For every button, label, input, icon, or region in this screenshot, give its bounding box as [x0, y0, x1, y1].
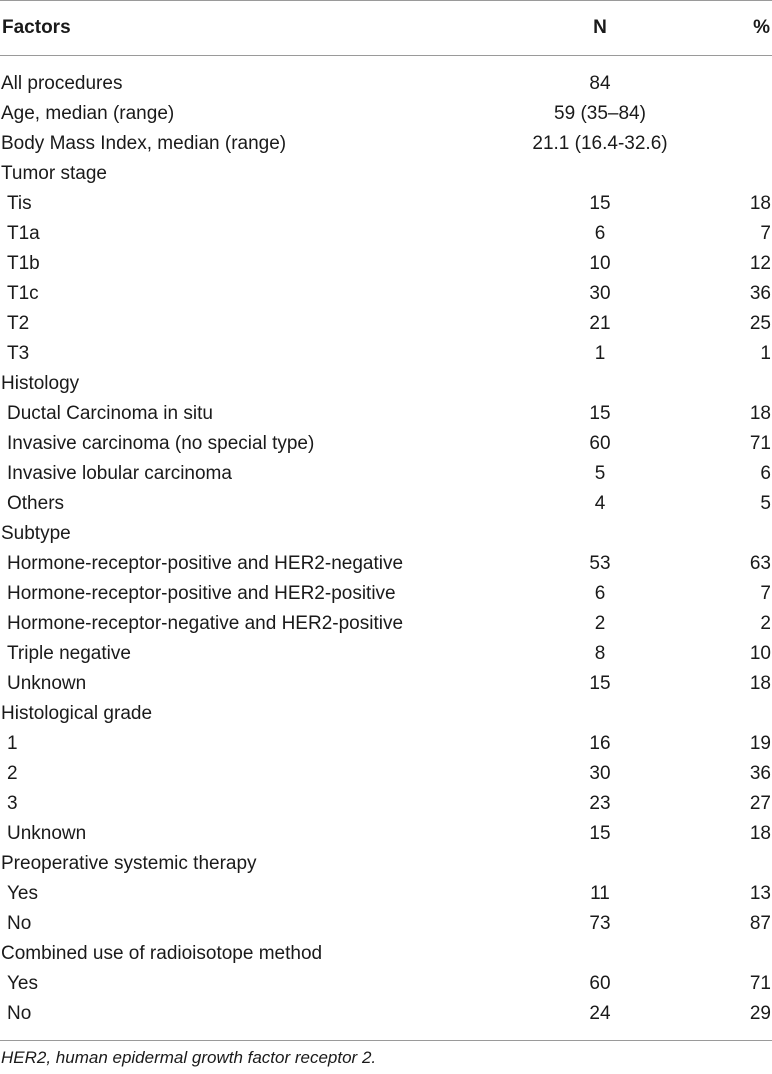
table-row: [0, 999, 772, 1029]
section-label: Preoperative systemic therapy: [1, 853, 257, 874]
table-header-rule: [0, 55, 772, 56]
summary-value: 21.1 (16.4-32.6): [532, 133, 668, 154]
factor-label: T1c: [7, 283, 39, 304]
percent-value: 13: [749, 883, 771, 904]
count-value: 11: [590, 883, 610, 904]
header-factors: Factors: [2, 17, 71, 38]
table-row: [0, 729, 772, 759]
factor-label: T1a: [7, 223, 40, 244]
summary-value: 84: [589, 73, 611, 94]
count-value: 23: [589, 793, 611, 814]
count-value: 15: [589, 673, 611, 694]
factor-label: Invasive lobular carcinoma: [7, 463, 232, 484]
section-header-row: [0, 519, 772, 549]
factor-label: T2: [7, 313, 30, 334]
percent-value: 36: [749, 283, 771, 304]
percent-value: 87: [749, 913, 771, 934]
section-header-row: [0, 159, 772, 189]
percent-value: 10: [749, 643, 771, 664]
factor-label: 3: [7, 793, 18, 814]
header-percent: %: [753, 17, 770, 38]
factor-label: Invasive carcinoma (no special type): [7, 433, 315, 454]
percent-value: 1: [760, 343, 771, 364]
table-body: [0, 69, 772, 1029]
percent-value: 18: [749, 403, 771, 424]
factor-label: 2: [7, 763, 18, 784]
table-row: [0, 99, 772, 129]
table-row: [0, 489, 772, 519]
table-row: [0, 669, 772, 699]
table-row: [0, 459, 772, 489]
table-row: [0, 249, 772, 279]
percent-value: 29: [749, 1003, 771, 1024]
count-value: 1: [594, 343, 606, 364]
count-value: 10: [589, 253, 611, 274]
count-value: 30: [589, 763, 611, 784]
table-row: [0, 279, 772, 309]
percent-value: 6: [760, 463, 771, 484]
factor-label: T1b: [7, 253, 40, 274]
factor-label: No: [7, 1003, 32, 1024]
count-value: 24: [589, 1003, 611, 1024]
table-row: [0, 189, 772, 219]
percent-value: 71: [749, 433, 771, 454]
section-header-row: [0, 939, 772, 969]
section-label: Histology: [1, 373, 80, 394]
table-top-rule: [0, 0, 772, 1]
percent-value: 25: [749, 313, 771, 334]
section-header-row: [0, 849, 772, 879]
header-n: N: [593, 17, 607, 38]
table-bottom-rule: [0, 1040, 772, 1041]
count-value: 15: [589, 823, 611, 844]
table-row: [0, 639, 772, 669]
percent-value: 7: [760, 223, 771, 244]
percent-value: 7: [760, 583, 771, 604]
count-value: 2: [594, 613, 606, 634]
count-value: 15: [589, 403, 611, 424]
percent-value: 63: [749, 553, 771, 574]
table-row: [0, 759, 772, 789]
factor-label: Body Mass Index, median (range): [1, 133, 287, 154]
factor-label: Hormone-receptor-negative and HER2-positive: [7, 613, 404, 634]
factor-label: Hormone-receptor-positive and HER2-negative: [7, 553, 404, 574]
factor-label: Tis: [7, 193, 32, 214]
count-value: 60: [589, 433, 611, 454]
percent-value: 27: [749, 793, 771, 814]
section-label: Tumor stage: [1, 163, 107, 184]
factor-label: Unknown: [7, 673, 87, 694]
percent-value: 12: [749, 253, 771, 274]
count-value: 73: [589, 913, 611, 934]
percent-value: 2: [760, 613, 771, 634]
table-row: [0, 429, 772, 459]
factor-label: Ductal Carcinoma in situ: [7, 403, 213, 424]
factor-label: All procedures: [1, 73, 123, 94]
factor-label: No: [7, 913, 32, 934]
percent-value: 18: [749, 193, 771, 214]
table-row: [0, 909, 772, 939]
factor-label: Age, median (range): [1, 103, 175, 124]
factor-label: 1: [7, 733, 18, 754]
percent-value: 71: [749, 973, 771, 994]
percent-value: 19: [749, 733, 771, 754]
summary-value: 59 (35–84): [554, 103, 646, 124]
table-row: [0, 969, 772, 999]
percent-value: 18: [749, 673, 771, 694]
factor-label: Others: [7, 493, 65, 514]
count-value: 60: [589, 973, 611, 994]
section-header-row: [0, 699, 772, 729]
factor-label: Triple negative: [7, 643, 131, 664]
count-value: 6: [594, 223, 606, 244]
count-value: 16: [589, 733, 611, 754]
table-row: [0, 309, 772, 339]
table-header-row: [0, 13, 772, 43]
count-value: 4: [594, 493, 606, 514]
percent-value: 18: [749, 823, 771, 844]
table-row: [0, 399, 772, 429]
factor-label: T3: [7, 343, 30, 364]
section-label: Subtype: [1, 523, 71, 544]
count-value: 30: [589, 283, 611, 304]
table-footnote: HER2, human epidermal growth factor receptor 2.: [1, 1048, 377, 1067]
count-value: 21: [589, 313, 611, 334]
factor-label: Hormone-receptor-positive and HER2-positive: [7, 583, 396, 604]
table-row: [0, 789, 772, 819]
count-value: 6: [594, 583, 606, 604]
table-row: [0, 609, 772, 639]
table-row: [0, 579, 772, 609]
table-row: [0, 819, 772, 849]
table-row: [0, 219, 772, 249]
factor-label: Yes: [7, 883, 38, 904]
percent-value: 36: [749, 763, 771, 784]
table-row: [0, 879, 772, 909]
table-row: [0, 549, 772, 579]
section-header-row: [0, 369, 772, 399]
section-label: Histological grade: [1, 703, 153, 724]
table-row: [0, 69, 772, 99]
factor-label: Yes: [7, 973, 38, 994]
count-value: 15: [589, 193, 611, 214]
table-row: [0, 339, 772, 369]
section-label: Combined use of radioisotope method: [1, 943, 323, 964]
factor-label: Unknown: [7, 823, 87, 844]
count-value: 53: [589, 553, 611, 574]
table-row: [0, 129, 772, 159]
percent-value: 5: [760, 493, 771, 514]
count-value: 5: [594, 463, 606, 484]
count-value: 8: [594, 643, 606, 664]
